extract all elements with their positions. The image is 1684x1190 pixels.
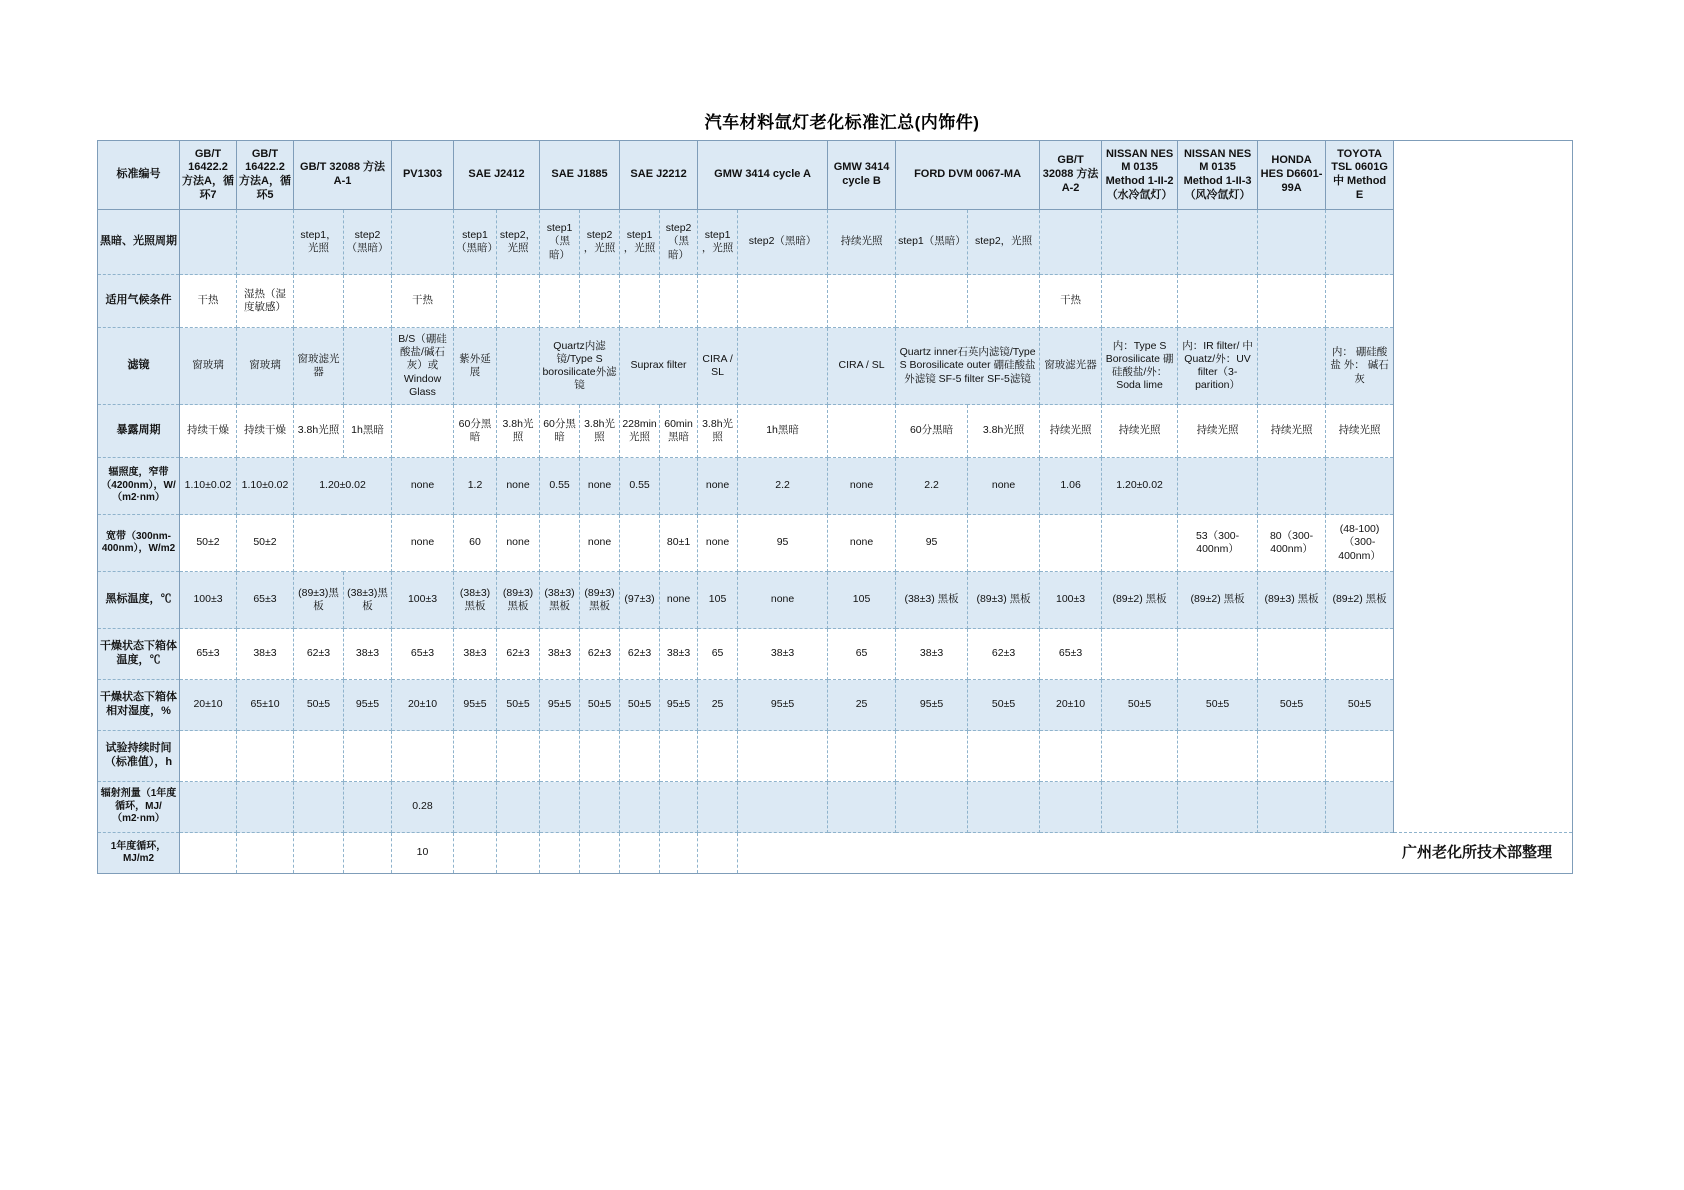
cell-5-19: (48-100)（300-400nm） [1326,515,1394,572]
cell-1-20 [1326,275,1394,328]
cell-7-14: 38±3 [896,629,968,680]
cell-1-18 [1178,275,1258,328]
cell-6-10: none [660,572,698,629]
table-row [98,328,1573,405]
cell-8-0: 20±10 [180,680,237,731]
cell-5-5: none [497,515,540,572]
cell-7-4: 65±3 [392,629,454,680]
cell-2-6 [497,328,540,405]
cell-3-9: 228min光照 [620,405,660,458]
cell-11-11 [698,833,738,874]
cell-6-1: 65±3 [237,572,294,629]
cell-7-0: 65±3 [180,629,237,680]
cell-9-11 [698,731,738,782]
cell-7-9: 62±3 [620,629,660,680]
cell-0-14: step1（黑暗） [896,210,968,275]
table-row [98,680,1573,731]
cell-9-18 [1178,731,1258,782]
cell-0-2: step1，光照 [294,210,344,275]
cell-7-1: 38±3 [237,629,294,680]
table-row [98,572,1573,629]
cell-4-14: none [968,458,1040,515]
cell-3-11: 3.8h光照 [698,405,738,458]
cell-9-17 [1102,731,1178,782]
cell-4-16: 1.20±0.02 [1102,458,1178,515]
column-header-10: GB/T 32088 方法A-2 [1040,141,1102,210]
cell-9-2 [294,731,344,782]
cell-8-11: 25 [698,680,738,731]
cell-1-19 [1258,275,1326,328]
cell-5-15 [1040,515,1102,572]
cell-7-18 [1178,629,1258,680]
cell-5-1: 50±2 [237,515,294,572]
table-row [98,629,1573,680]
cell-5-8 [620,515,660,572]
cell-7-6: 62±3 [497,629,540,680]
cell-7-11: 65 [698,629,738,680]
cell-8-17: 50±5 [1102,680,1178,731]
cell-0-1 [237,210,294,275]
cell-5-7: none [580,515,620,572]
cell-0-0 [180,210,237,275]
cell-7-7: 38±3 [540,629,580,680]
cell-6-16: 100±3 [1040,572,1102,629]
cell-3-16: 持续光照 [1040,405,1102,458]
cell-3-12: 1h黑暗 [738,405,828,458]
row-label-7: 干燥状态下箱体温度，℃ [98,629,180,680]
cell-0-20 [1326,210,1394,275]
cell-9-14 [896,731,968,782]
cell-9-1 [237,731,294,782]
cell-10-3 [344,782,392,833]
row-label-6: 黑标温度，℃ [98,572,180,629]
row-label-0: 黑暗、光照周期 [98,210,180,275]
cell-6-4: 100±3 [392,572,454,629]
cell-4-8: 0.55 [620,458,660,515]
cell-0-11: step1，光照 [698,210,738,275]
cell-10-0 [180,782,237,833]
cell-0-12: step2（黑暗） [738,210,828,275]
standards-table-container [97,140,1573,874]
cell-9-20 [1326,731,1394,782]
cell-3-13 [828,405,896,458]
cell-0-8: step2，光照 [580,210,620,275]
cell-3-6: 3.8h光照 [497,405,540,458]
row-label-3: 暴露周期 [98,405,180,458]
cell-2-13: CIRA / SL [828,328,896,405]
standards-comparison-table [97,140,1573,874]
row-label-8: 干燥状态下箱体相对湿度，% [98,680,180,731]
cell-8-7: 95±5 [540,680,580,731]
cell-1-0: 干热 [180,275,237,328]
cell-9-13 [828,731,896,782]
cell-3-18: 持续光照 [1178,405,1258,458]
row-label-9: 试验持续时间（标准值），h [98,731,180,782]
cell-4-1: 1.10±0.02 [237,458,294,515]
cell-3-4 [392,405,454,458]
cell-0-9: step1，光照 [620,210,660,275]
cell-11-3 [344,833,392,874]
cell-8-20: 50±5 [1326,680,1394,731]
page-title: 汽车材料氙灯老化标准汇总(内饰件) [704,113,980,132]
cell-11-8 [580,833,620,874]
cell-2-18: 内：IR filter/ 中 Quatz/外：UV filter（3-parition） [1178,328,1258,405]
cell-4-3b: none [392,458,454,515]
cell-8-15: 50±5 [968,680,1040,731]
cell-2-19 [1258,328,1326,405]
cell-10-19 [1258,782,1326,833]
cell-5-9: 80±1 [660,515,698,572]
cell-8-13: 25 [828,680,896,731]
cell-7-13: 65 [828,629,896,680]
cell-5-12: none [828,515,896,572]
cell-3-2: 3.8h光照 [294,405,344,458]
cell-5-16 [1102,515,1178,572]
cell-7-19 [1258,629,1326,680]
cell-10-16 [1040,782,1102,833]
cell-4-17 [1178,458,1258,515]
column-header-3: PV1303 [392,141,454,210]
cell-2-2: 窗玻滤光器 [294,328,344,405]
cell-6-12: none [738,572,828,629]
cell-10-13 [828,782,896,833]
cell-0-13: 持续光照 [828,210,896,275]
cell-1-4: 干热 [392,275,454,328]
cell-8-3: 95±5 [344,680,392,731]
cell-5-14 [968,515,1040,572]
cell-9-7 [540,731,580,782]
table-body [98,210,1573,874]
cell-1-16: 干热 [1040,275,1102,328]
cell-5-17: 53（300-400nm） [1178,515,1258,572]
cell-6-18: (89±2) 黑板 [1178,572,1258,629]
footer-note: 广州老化所技术部整理 [738,833,1573,874]
cell-8-9: 50±5 [620,680,660,731]
cell-7-5: 38±3 [454,629,497,680]
cell-7-8: 62±3 [580,629,620,680]
table-row [98,782,1573,833]
cell-10-18 [1178,782,1258,833]
cell-4-13: 2.2 [896,458,968,515]
cell-4-19 [1326,458,1394,515]
cell-7-10: 38±3 [660,629,698,680]
cell-6-0: 100±3 [180,572,237,629]
table-row [98,833,1573,874]
cell-8-1: 65±10 [237,680,294,731]
column-header-0: GB/T 16422.2 方法A，循环7 [180,141,237,210]
cell-3-17: 持续光照 [1102,405,1178,458]
cell-0-15: step2，光照 [968,210,1040,275]
cell-10-11 [698,782,738,833]
cell-10-8 [580,782,620,833]
column-header-9: FORD DVM 0067-MA [896,141,1040,210]
cell-10-4: 0.28 [392,782,454,833]
cell-5-13: 95 [896,515,968,572]
row-label-1: 适用气候条件 [98,275,180,328]
cell-8-16: 20±10 [1040,680,1102,731]
cell-3-7: 60分黑暗 [540,405,580,458]
cell-9-6 [497,731,540,782]
column-header-14: TOYOTA TSL 0601G 中 Method E [1326,141,1394,210]
cell-1-9 [620,275,660,328]
cell-10-1 [237,782,294,833]
cell-10-15 [968,782,1040,833]
cell-11-6 [497,833,540,874]
cell-6-19: (89±3) 黑板 [1258,572,1326,629]
row-label-11: 1年度循环，MJ/m2 [98,833,180,874]
cell-10-5 [454,782,497,833]
cell-10-20 [1326,782,1394,833]
cell-9-4 [392,731,454,782]
cell-10-7 [540,782,580,833]
cell-3-10: 60min黑暗 [660,405,698,458]
cell-3-14: 60分黑暗 [896,405,968,458]
cell-5-6 [540,515,580,572]
cell-6-13: 105 [828,572,896,629]
column-header-7: GMW 3414 cycle A [698,141,828,210]
cell-4-0: 1.10±0.02 [180,458,237,515]
cell-10-12 [738,782,828,833]
cell-10-10 [660,782,698,833]
cell-1-2 [294,275,344,328]
column-header-11: NISSAN NES M 0135 Method 1-II-2（水冷氙灯） [1102,141,1178,210]
cell-0-7: step1（黑暗） [540,210,580,275]
cell-9-16 [1040,731,1102,782]
column-header-5: SAE J1885 [540,141,620,210]
cell-0-17 [1102,210,1178,275]
cell-6-7: (38±3)黑板 [540,572,580,629]
column-header-1: GB/T 16422.2 方法A，循环5 [237,141,294,210]
cell-0-16 [1040,210,1102,275]
cell-2-12 [738,328,828,405]
column-header-13: HONDA HES D6601-99A [1258,141,1326,210]
table-row [98,405,1573,458]
cell-8-10: 95±5 [660,680,698,731]
cell-7-16: 65±3 [1040,629,1102,680]
cell-8-8: 50±5 [580,680,620,731]
cell-5-2 [294,515,392,572]
cell-5-0: 50±2 [180,515,237,572]
cell-6-5: (38±3)黑板 [454,572,497,629]
cell-4-5: none [497,458,540,515]
cell-3-1: 持续干燥 [237,405,294,458]
cell-2-0: 窗玻璃 [180,328,237,405]
cell-0-5: step1（黑暗） [454,210,497,275]
cell-1-12 [738,275,828,328]
cell-9-5 [454,731,497,782]
cell-1-15 [968,275,1040,328]
cell-4-9 [660,458,698,515]
cell-6-2: (89±3)黑板 [294,572,344,629]
cell-2-7: Quartz内滤镜/Type S borosilicate外滤镜 [540,328,620,405]
cell-10-6 [497,782,540,833]
cell-7-2: 62±3 [294,629,344,680]
cell-8-5: 95±5 [454,680,497,731]
cell-4-15: 1.06 [1040,458,1102,515]
column-header-row-label: 标准编号 [98,141,180,210]
cell-0-18 [1178,210,1258,275]
cell-4-11: 2.2 [738,458,828,515]
cell-11-10 [660,833,698,874]
cell-2-14: Quartz inner石英内滤镜/Type S Borosilicate outer 硼硅酸盐外滤镜 SF-5 filter SF-5滤镜 [896,328,1040,405]
cell-11-1 [237,833,294,874]
cell-1-14 [896,275,968,328]
column-header-6: SAE J2212 [620,141,698,210]
cell-2-16: 窗玻滤光器 [1040,328,1102,405]
row-label-2: 滤镜 [98,328,180,405]
cell-2-1: 窗玻璃 [237,328,294,405]
cell-8-12: 95±5 [738,680,828,731]
cell-10-9 [620,782,660,833]
cell-0-3: step2（黑暗） [344,210,392,275]
cell-2-20: 内： 硼硅酸盐 外： 碱石灰 [1326,328,1394,405]
cell-2-17: 内：Type S Borosilicate 硼硅酸盐/外：Soda lime [1102,328,1178,405]
table-row [98,458,1573,515]
cell-7-15: 62±3 [968,629,1040,680]
cell-5-3b: none [392,515,454,572]
cell-6-9: (97±3) [620,572,660,629]
cell-2-4: B/S（硼硅酸盐/碱石灰）或 Window Glass [392,328,454,405]
cell-1-11 [698,275,738,328]
cell-9-15 [968,731,1040,782]
cell-8-18: 50±5 [1178,680,1258,731]
cell-10-17 [1102,782,1178,833]
cell-7-17 [1102,629,1178,680]
cell-11-7 [540,833,580,874]
row-label-5: 宽带（300nm-400nm），W/m2 [98,515,180,572]
cell-9-0 [180,731,237,782]
table-row [98,731,1573,782]
cell-0-19 [1258,210,1326,275]
cell-2-5: 紫外延展 [454,328,497,405]
column-header-8: GMW 3414 cycle B [828,141,896,210]
column-header-12: NISSAN NES M 0135 Method 1-II-3（风冷氙灯） [1178,141,1258,210]
cell-1-3 [344,275,392,328]
cell-1-1: 湿热（湿度敏感） [237,275,294,328]
cell-4-10: none [698,458,738,515]
cell-6-14: (38±3) 黑板 [896,572,968,629]
cell-4-2: 1.20±0.02 [294,458,392,515]
cell-3-20: 持续光照 [1326,405,1394,458]
cell-8-14: 95±5 [896,680,968,731]
cell-9-19 [1258,731,1326,782]
cell-1-6 [497,275,540,328]
cell-7-20 [1326,629,1394,680]
table-header-row [98,141,1573,210]
cell-0-4 [392,210,454,275]
cell-6-17: (89±2) 黑板 [1102,572,1178,629]
cell-10-14 [896,782,968,833]
column-header-4: SAE J2412 [454,141,540,210]
cell-9-8 [580,731,620,782]
cell-1-13 [828,275,896,328]
cell-11-2 [294,833,344,874]
cell-4-12: none [828,458,896,515]
cell-4-4: 1.2 [454,458,497,515]
cell-0-6: step2，光照 [497,210,540,275]
cell-2-11: CIRA / SL [698,328,738,405]
table-row [98,210,1573,275]
row-label-4: 辐照度，窄带（4200nm），W/（m2·nm） [98,458,180,515]
table-row [98,275,1573,328]
cell-10-2 [294,782,344,833]
cell-11-5 [454,833,497,874]
cell-9-9 [620,731,660,782]
cell-7-3: 38±3 [344,629,392,680]
cell-0-10: step2（黑暗） [660,210,698,275]
cell-8-19: 50±5 [1258,680,1326,731]
cell-3-3: 1h黑暗 [344,405,392,458]
cell-9-12 [738,731,828,782]
cell-6-6: (89±3)黑板 [497,572,540,629]
cell-8-4: 20±10 [392,680,454,731]
cell-5-18: 80（300-400nm） [1258,515,1326,572]
cell-1-7 [540,275,580,328]
cell-1-17 [1102,275,1178,328]
column-header-2: GB/T 32088 方法 A-1 [294,141,392,210]
cell-3-5: 60分黑暗 [454,405,497,458]
cell-6-20: (89±2) 黑板 [1326,572,1394,629]
cell-4-7: none [580,458,620,515]
cell-2-9: Suprax filter [620,328,698,405]
cell-11-9 [620,833,660,874]
row-label-10: 辐射剂量（1年度循环，MJ/（m2·nm） [98,782,180,833]
cell-4-6: 0.55 [540,458,580,515]
cell-3-19: 持续光照 [1258,405,1326,458]
cell-5-11: 95 [738,515,828,572]
cell-9-10 [660,731,698,782]
cell-5-4: 60 [454,515,497,572]
cell-8-6: 50±5 [497,680,540,731]
cell-4-18 [1258,458,1326,515]
cell-1-5 [454,275,497,328]
cell-1-8 [580,275,620,328]
cell-6-3: (38±3)黑板 [344,572,392,629]
cell-7-12: 38±3 [738,629,828,680]
cell-8-2: 50±5 [294,680,344,731]
cell-5-10: none [698,515,738,572]
cell-6-8: (89±3)黑板 [580,572,620,629]
cell-3-8: 3.8h光照 [580,405,620,458]
cell-1-10 [660,275,698,328]
cell-6-11: 105 [698,572,738,629]
cell-9-3 [344,731,392,782]
cell-3-0: 持续干燥 [180,405,237,458]
cell-3-15: 3.8h光照 [968,405,1040,458]
table-row [98,515,1573,572]
cell-11-4: 10 [392,833,454,874]
cell-11-0 [180,833,237,874]
cell-2-3 [344,328,392,405]
cell-6-15: (89±3) 黑板 [968,572,1040,629]
